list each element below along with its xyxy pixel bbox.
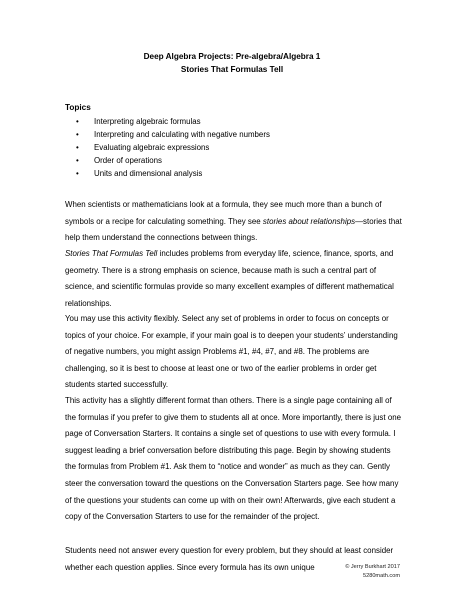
bullet-icon: • bbox=[76, 117, 79, 126]
paragraph-text: includes problems from everyday life, science, finance, sports, and geometry. There is a strong emphasis on science, because math is such a central part of science, and scientific formulas provide so many excellent examples of different mathematical relationships. bbox=[65, 249, 394, 308]
list-item bbox=[65, 154, 270, 167]
bullet-icon: • bbox=[76, 143, 79, 152]
topic-label: Evaluating algebraic expressions bbox=[94, 143, 210, 152]
bullet-icon: • bbox=[76, 156, 79, 165]
paragraph-text: —stories that help them understand the connections between things. bbox=[65, 216, 402, 243]
document-title: Deep Algebra Projects: Pre-algebra/Algebra 1 bbox=[143, 52, 321, 61]
bullet-icon: • bbox=[76, 130, 79, 139]
list-item bbox=[65, 128, 270, 141]
overview-paragraph bbox=[65, 246, 403, 312]
list-item bbox=[65, 141, 270, 154]
emphasis-text: stories about relationships bbox=[262, 216, 356, 226]
topic-label: Interpreting algebraic formulas bbox=[94, 117, 201, 126]
guidance-paragraph: Students need not answer every question for every problem, but they should at least consider whether each question applies. Since every formula has its own unique bbox=[65, 546, 394, 572]
topic-label: Units and dimensional analysis bbox=[94, 169, 203, 178]
topics-list bbox=[65, 115, 270, 180]
format-paragraph: This activity has a slightly different format than others. There is a single page containing all of the formulas if you prefer to give them to students all at once. More importantly, there is just one page of Conversation Starters. It contains a single set of questions to use with every formula. I suggest leading a brief conversation before distributing this page. Begin by showing students the formulas from Problem #1. Ask them to “notice and wonder” as much as they can. Gently steer the conversation toward the questions on the Conversation Starters page. See how many of the questions your students can come up with on their own! Afterwards, give each student a copy of the Conversation Starters to use for the remainder of the project. bbox=[65, 396, 402, 522]
topic-label: Interpreting and calculating with negative numbers bbox=[94, 130, 270, 139]
list-item bbox=[65, 115, 270, 128]
topics-heading: Topics bbox=[65, 103, 91, 112]
list-item bbox=[65, 167, 270, 180]
emphasis-text: Stories That Formulas Tell bbox=[65, 249, 158, 258]
bullet-icon: • bbox=[76, 169, 79, 178]
usage-paragraph: You may use this activity flexibly. Select any set of problems in order to focus on concepts or topics of your choice. For example, if your main goal is to deepen your students’ understanding of negative numbers, you might assign Problems #1, #4, #7, and #8. The problems are challenging, so it is best to choose at least one or two of the earlier problems in order get students started successfully. bbox=[65, 314, 398, 390]
intro-paragraph bbox=[65, 197, 403, 247]
document-subtitle: Stories That Formulas Tell bbox=[180, 65, 284, 74]
page-footer bbox=[345, 563, 400, 580]
paragraph-text: When scientists or mathematicians look at a formula, they see much more than a bunch of symbols or a recipe for calculating something. They see bbox=[65, 200, 382, 226]
copyright-text: © Jerry Burkhart 2017 bbox=[345, 564, 400, 570]
topic-label: Order of operations bbox=[94, 156, 162, 165]
website-text: 5280math.com bbox=[362, 572, 400, 579]
